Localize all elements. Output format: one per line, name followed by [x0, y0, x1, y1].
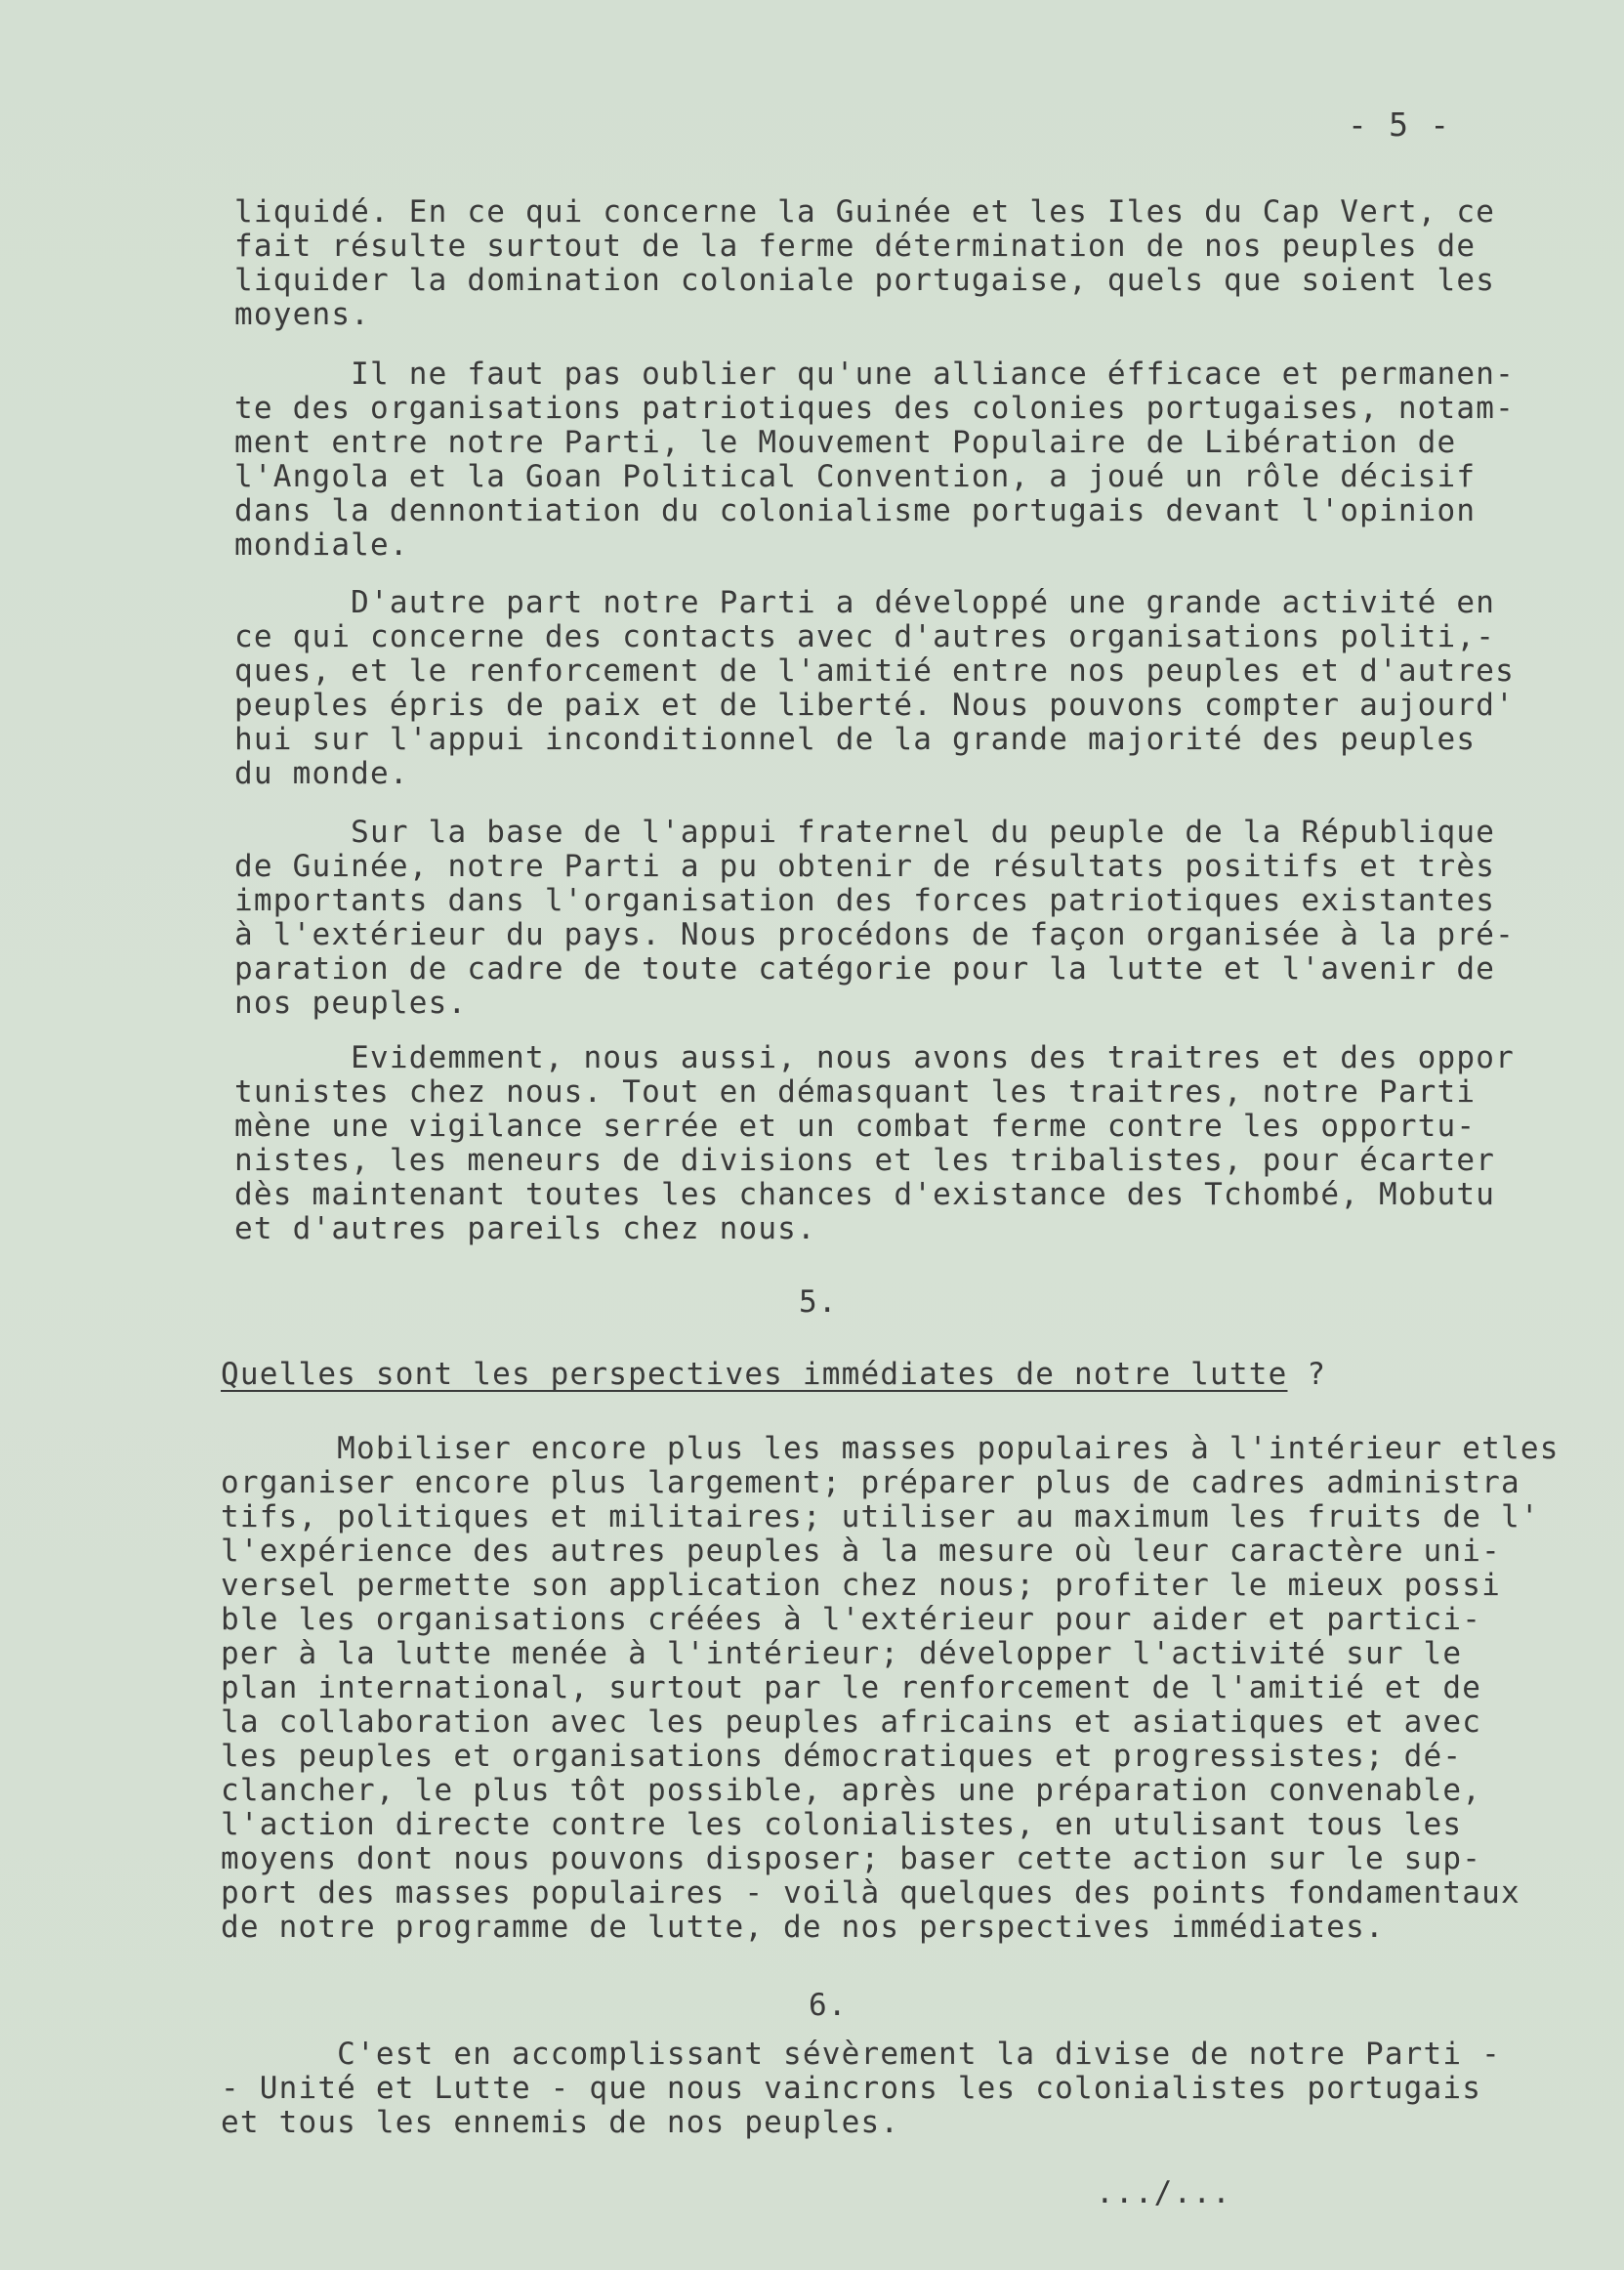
section-number-5: 5. — [799, 1284, 838, 1320]
section-heading-text: Quelles sont les perspectives immédiates de notre lutte — [221, 1357, 1288, 1392]
paragraph-perspectives: Mobiliser encore plus les masses populaires à l'intérieur etles organiser encore plus largement; préparer plus de cadres administra tifs, politiques et militaires; utiliser au maximum les fruits de l' l'expérience des autres peuples à la mesure où leur caractère uni- versel permette son application chez nous; profiter le mieux possi ble les organisations créées à l'extérieur pour aider et partici- per à la lutte menée à l'intérieur; développer l'activité sur le plan international, surtout par le renforcement de l'amitié et de la collaboration avec les peuples africains et asiatiques et avec les peuples et organisations démocratiques et progressistes; dé- clancher, le plus tôt possible, après une préparation convenable, l'action directe contre les colonialistes, en utulisant tous les moyens dont nous pouvons disposer; baser cette action sur le sup- port des masses populaires - voilà quelques des points fondamentaux de notre programme de lutte, de nos perspectives immédiates. — [221, 1431, 1560, 1945]
section-heading — [221, 1358, 1326, 1392]
page-number: - 5 - — [1348, 105, 1451, 144]
paragraph-contacts: D'autre part notre Parti a développé une grande activité en ce qui concerne des contacts avec d'autres organisations politi,- ques, et le renforcement de l'amitié entre nos peuples et d'autres peuples épris de paix et de liberté. Nous pouvons compter aujourd' hui sur l'appui inconditionnel de la grande majorité des peuples du monde. — [234, 585, 1515, 791]
continuation-mark: .../... — [1096, 2175, 1232, 2210]
section-heading-mark: ? — [1287, 1357, 1327, 1392]
paragraph-liquidation: liquidé. En ce qui concerne la Guinée et les Iles du Cap Vert, ce fait résulte surtout de la ferme détermination de nos peuples de liquider la domination coloniale portugaise, quels que soient les moyens. — [234, 194, 1496, 332]
paragraph-conclusion: C'est en accomplissant sévèrement la divise de notre Parti - - Unité et Lutte - que nous vaincrons les colonialistes portugais et tous les ennemis de nos peuples. — [221, 2037, 1501, 2140]
paragraph-guinee-support: Sur la base de l'appui fraternel du peuple de la République de Guinée, notre Parti a pu obtenir de résultats positifs et très importants dans l'organisation des forces patriotiques existantes à l'extérieur du pays. Nous procédons de façon organisée à la pré- paration de cadre de toute catégorie pour la lutte et l'avenir de nos peuples. — [234, 815, 1515, 1021]
paragraph-traitres: Evidemment, nous aussi, nous avons des traitres et des oppor tunistes chez nous. Tout en démasquant les traitres, notre Parti mène une vigilance serrée et un combat ferme contre les opportu- nistes, les meneurs de divisions et les tribalistes, pour écarter dès maintenant toutes les chances d'existance des Tchombé, Mobutu et d'autres pareils chez nous. — [234, 1040, 1515, 1246]
paragraph-alliance: Il ne faut pas oublier qu'une alliance éfficace et permanen- te des organisations patriotiques des colonies portugaises, notam- ment entre notre Parti, le Mouvement Populaire de Libération de l'Angola et la Goan Political Convention, a joué un rôle décisif dans la dennontiation du colonialisme portugais devant l'opinion mondiale. — [234, 357, 1515, 563]
section-number-6: 6. — [809, 1988, 848, 2023]
